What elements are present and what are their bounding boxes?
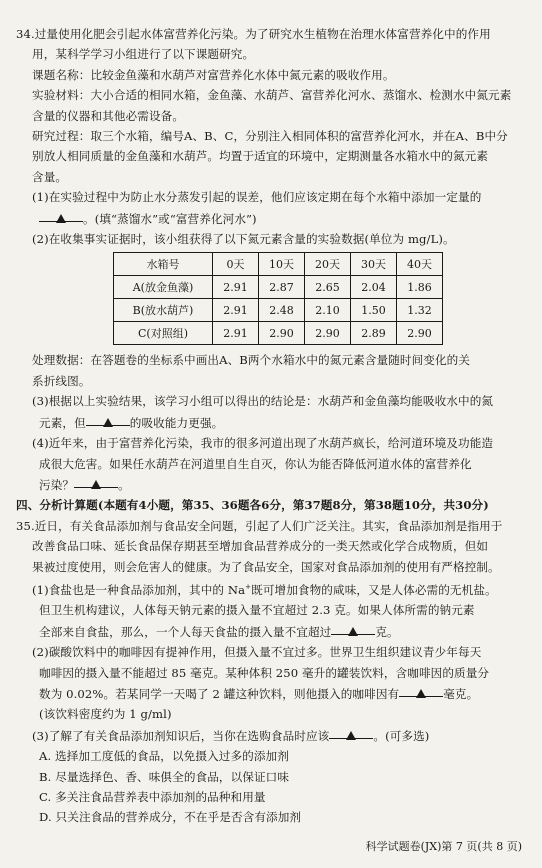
table-cell: 2.91 (213, 276, 259, 299)
q34-line-1: 34.过量使用化肥会引起水体富营养化污染。为了研究水生植物在治理水体富营养化中的作用 (16, 27, 491, 41)
answer-triangle-icon (416, 689, 426, 698)
table-row (114, 276, 443, 299)
q35-sub1-line-c (16, 621, 528, 642)
table-cell: 2.89 (351, 322, 397, 345)
answer-blank[interactable] (74, 474, 118, 488)
q35-sub3-pre: (3)了解了有关食品添加剂知识后，当你在选购食品时应该 (32, 728, 330, 743)
q34-sub4-line-b: 成很大危害。如果任水葫芦在河道里自生自灭，你认为能否降低河道水体的富营养化 (39, 456, 472, 471)
q34-line-5: 含量的仪器和其他必需设备。 (32, 108, 185, 123)
q34-sub4-line-a: (4)近年来，由于富营养化污染，我市的很多河道出现了水葫芦疯长，给河道环境及功能造 (32, 436, 494, 451)
table-row (114, 299, 443, 322)
table-header-cell: 20天 (305, 253, 351, 276)
q35-sub2c-pre: 数为 0.02%。若某同学一天喝了 2 罐这种饮料，则他摄入的咖啡因有 (39, 686, 400, 701)
q34-sub2: (2)在收集事实证据时，该小组获得了以下氮元素含量的实验数据(单位为 mg/L)。 (32, 232, 455, 247)
q34-process-line-1: 处理数据：在答题卷的坐标系中画出A、B两个水箱水中的氮元素含量随时间变化的关 (32, 353, 471, 368)
q35-sub2-line-b: 咖啡因的摄入量不能超过 85 毫克。某种体积 250 毫升的罐装饮料，含咖啡因的质量分 (39, 665, 490, 680)
answer-blank[interactable] (39, 208, 83, 222)
answer-blank[interactable] (86, 412, 130, 426)
q35-sub2-line-d: (该饮料密度约为 1 g/ml) (39, 707, 172, 722)
q34-sub3-post: 的吸收能力更强。 (129, 415, 224, 430)
option-a: A. 选择加工度低的食品，以免摄入过多的添加剂 (39, 749, 289, 764)
table-header-cell: 10天 (259, 253, 305, 276)
table-header-cell: 0天 (213, 253, 259, 276)
q34-sub4-line-c (16, 474, 528, 495)
table-cell: 2.91 (213, 322, 259, 345)
q35-sub3 (16, 725, 528, 746)
data-table (113, 252, 443, 345)
table-cell: 1.50 (351, 299, 397, 322)
q35-sub2-line-c (16, 683, 528, 704)
table-cell: 2.91 (213, 299, 259, 322)
table-cell: 2.65 (305, 276, 351, 299)
q35-sub1-post: 既可增加食物的咸味，又是人体必需的无机盐。 (251, 582, 497, 597)
table-cell: 2.90 (259, 322, 305, 345)
q34-line-6: 研究过程：取三个水箱，编号A、B、C，分别注入相同体积的富营养化河水，并在A、B中分 (32, 129, 508, 144)
q34-sub1-line-a: (1)在实验过程中为防止水分蒸发引起的误差，他们应该定期在每个水箱中添加一定量的 (32, 190, 482, 205)
table-cell: 2.90 (305, 322, 351, 345)
answer-triangle-icon (56, 214, 66, 223)
table-cell: 2.48 (259, 299, 305, 322)
q35-sub1-pre: (1)食盐也是一种食品添加剂，其中的 Na (32, 582, 246, 597)
answer-triangle-icon (91, 480, 101, 489)
q34-process-line-2: 系折线图。 (32, 373, 91, 388)
q34-line-3: 课题名称：比较金鱼藻和水葫芦对富营养化水体中氮元素的吸收作用。 (32, 67, 395, 82)
option-c: C. 多关注食品营养表中添加剂的品种和用量 (39, 790, 266, 804)
q34-sub1-line-b (16, 208, 528, 229)
table-cell: 2.04 (351, 276, 397, 299)
table-header-cell: 40天 (397, 253, 443, 276)
table-cell: 2.90 (397, 322, 443, 345)
q34-line-8: 含量。 (32, 169, 68, 184)
option-d: D. 只关注食品的营养成分，不在乎是否含有添加剂 (39, 810, 302, 825)
q34-sub4-post: 。 (118, 477, 130, 492)
q34-sub3-line-a: (3)根据以上实验结果，该学习小组可以得出的结论是：水葫芦和金鱼藻均能吸收水中的氮 (32, 394, 494, 409)
q35-line-3: 果被过度使用，则会危害人的健康。为了食品安全，国家对食品添加剂的使用有严格控制。 (32, 559, 500, 574)
table-cell: 1.86 (397, 276, 443, 299)
table-cell: B(放水葫芦) (114, 299, 213, 322)
table-cell: A(放金鱼藻) (114, 276, 213, 299)
table-header-cell: 水箱号 (114, 253, 213, 276)
q35-sub2-line-a: (2)碳酸饮料中的咖啡因有提神作用，但摄入量不宜过多。世界卫生组织建议青少年每天 (32, 645, 482, 660)
table-cell: 1.32 (397, 299, 443, 322)
q34-sub3-line-b (16, 412, 528, 433)
q34-sub3-pre: 元素，但 (39, 415, 86, 430)
q34-line-7: 别放人相同质量的金鱼藻和水葫芦。均置于适宜的环境中，定期测量各水箱水中的氮元素 (32, 149, 489, 164)
table-cell: 2.10 (305, 299, 351, 322)
table-cell: 2.87 (259, 276, 305, 299)
q35-sub1c-post: 克。 (375, 624, 399, 639)
answer-triangle-icon (103, 418, 113, 427)
option-b: B. 尽量选择色、香、味俱全的食品，以保证口味 (39, 769, 290, 784)
q34-sub4-pre: 污染？ (39, 477, 75, 492)
q35-sub1-superscript: + (245, 582, 252, 591)
answer-triangle-icon (346, 731, 356, 740)
table-header-cell: 30天 (351, 253, 397, 276)
q35-sub1-line-b: 但卫生机构建议，人体每天钠元素的摄入量不宜超过 2.3 克。如果人体所需的钠元素 (39, 603, 475, 618)
question-34 (16, 24, 528, 495)
answer-blank[interactable] (331, 621, 375, 635)
answer-blank[interactable] (399, 683, 443, 697)
q35-sub1c-pre: 全部来自食盐，那么，一个人每天食盐的摄入量不宜超过 (39, 624, 332, 639)
question-35 (16, 516, 528, 828)
q34-line-4: 实验材料：大小合适的相同水箱，金鱼藻、水葫芦、富营养化河水、蒸馏水、检测水中氮元素 (32, 88, 512, 103)
table-row (114, 322, 443, 345)
answer-blank[interactable] (329, 725, 373, 739)
table-cell: C(对照组) (114, 322, 213, 345)
q35-sub3-post: 。(可多选) (373, 728, 430, 743)
q35-line-1: 35.近日，有关食品添加剂与食品安全问题，引起了人们广泛关注。其实，食品添加剂是指用于 (16, 518, 503, 533)
q34-sub1-tail: 。(填“蒸馏水”或“富营养化河水”) (83, 211, 257, 226)
q35-sub2c-post: 毫克。 (443, 686, 479, 701)
section-heading: 四、分析计算题(本题有4小题，第35、36题各6分，第37题8分，第38题10分，共30分) (16, 498, 489, 513)
table-header-row (114, 253, 443, 276)
q35-sub1-line-a (16, 577, 528, 600)
answer-triangle-icon (348, 627, 358, 636)
page-footer: 科学试题卷(JX)第 7 页(共 8 页) (365, 840, 522, 853)
q35-line-2: 改善食品口味、延长食品保存期甚至增加食品营养成分的一类天然或化学合成物质，但如 (32, 539, 489, 554)
q34-line-2: 用，某科学学习小组进行了以下课题研究。 (32, 47, 255, 62)
